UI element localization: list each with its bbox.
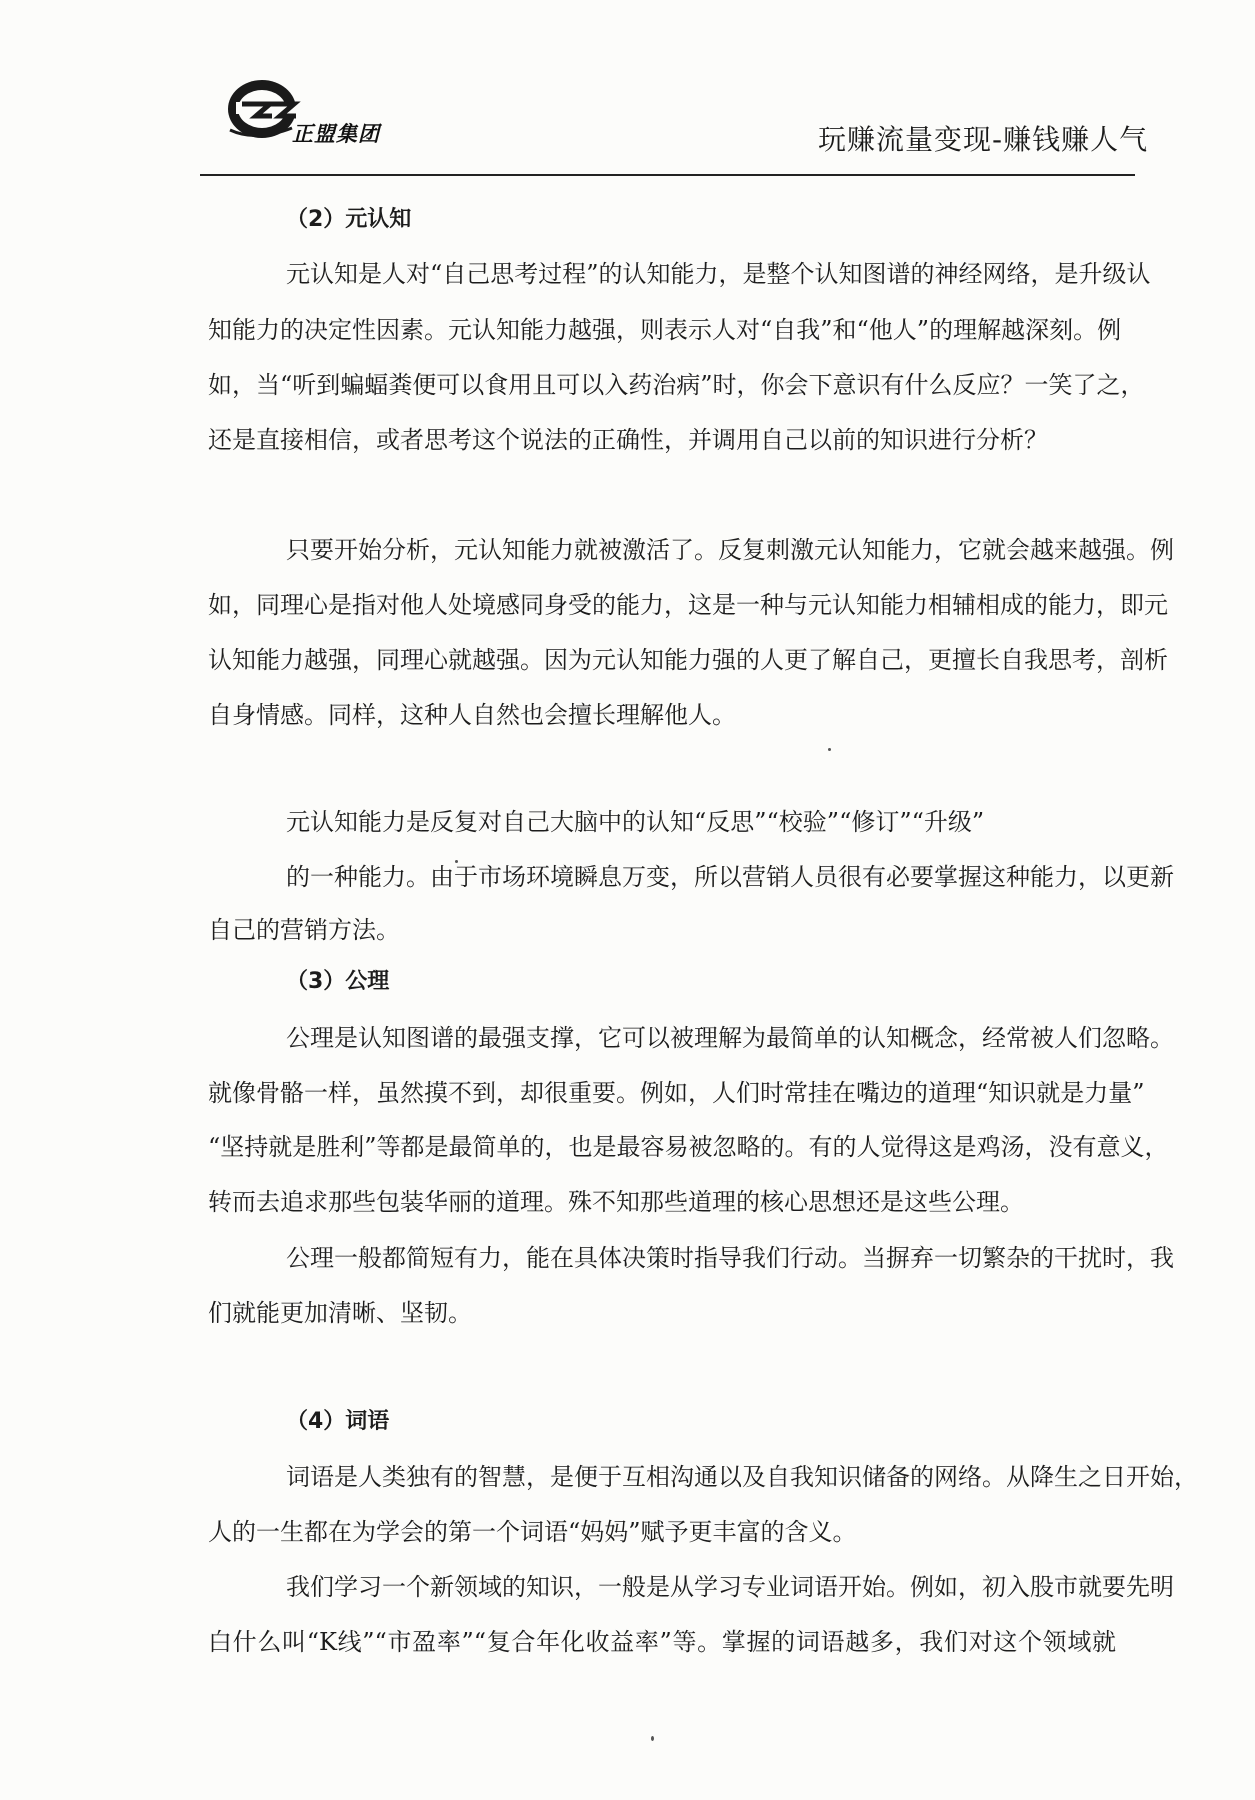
- paragraph-line: 转而去追求那些包装华丽的道理。殊不知那些道理的核心思想还是这些公理。: [208, 1188, 1024, 1216]
- paragraph-line: 自身情感。同样，这种人自然也会擅长理解他人。: [208, 701, 736, 729]
- paragraph-line: 如，当“听到蝙蝠粪便可以食用且可以入药治病”时，你会下意识有什么反应？一笑了之，: [208, 371, 1145, 399]
- paragraph-line: 如，同理心是指对他人处境感同身受的能力，这是一种与元认知能力相辅相成的能力，即元: [208, 591, 1168, 619]
- paragraph-line: 只要开始分析，元认知能力就被激活了。反复刺激元认知能力，它就会越来越强。例: [286, 536, 1174, 564]
- section-heading: （2）元认知: [286, 207, 412, 232]
- paragraph-line: 白什么叫“K线”“市盈率”“复合年化收益率”等。掌握的词语越多，我们对这个领域就: [208, 1628, 1116, 1656]
- paragraph-line: 公理是认知图谱的最强支撑，它可以被理解为最简单的认知概念，经常被人们忽略。: [286, 1024, 1174, 1052]
- paragraph-line: 还是直接相信，或者思考这个说法的正确性，并调用自己以前的知识进行分析？: [208, 426, 1048, 454]
- section-heading: （3）公理: [286, 969, 390, 994]
- section-heading: （4）词语: [286, 1409, 390, 1434]
- paragraph-line: “坚持就是胜利”等都是最简单的，也是最容易被忽略的。有的人觉得这是鸡汤，没有意义，: [208, 1133, 1169, 1161]
- paragraph-line: 的一种能力。由于市场环境瞬息万变，所以营销人员很有必要掌握这种能力，以更新: [286, 863, 1174, 891]
- paragraph-line: 就像骨骼一样，虽然摸不到，却很重要。例如，人们时常挂在嘴边的道理“知识就是力量”: [208, 1079, 1145, 1107]
- scan-speck: [651, 1736, 654, 1741]
- scan-speck: [455, 860, 458, 863]
- scan-speck: [828, 748, 831, 751]
- paragraph-line: 我们学习一个新领域的知识，一般是从学习专业词语开始。例如，初入股市就要先明: [286, 1573, 1174, 1601]
- paragraph-line: 知能力的决定性因素。元认知能力越强，则表示人对“自我”和“他人”的理解越深刻。例: [208, 316, 1122, 344]
- header-tagline: 玩赚流量变现-赚钱赚人气: [818, 123, 1149, 156]
- paragraph-line: 们就能更加清晰、坚韧。: [208, 1299, 472, 1327]
- paragraph-line: 词语是人类独有的智慧，是便于互相沟通以及自我知识储备的网络。从降生之日开始，: [286, 1463, 1198, 1491]
- paragraph-line: 认知能力越强，同理心就越强。因为元认知能力强的人更了解自己，更擅长自我思考，剖析: [208, 646, 1168, 674]
- paragraph-line: 公理一般都简短有力，能在具体决策时指导我们行动。当摒弃一切繁杂的干扰时，我: [286, 1244, 1174, 1272]
- paragraph-line: 元认知能力是反复对自己大脑中的认知“反思”“校验”“修订”“升级”: [286, 808, 985, 836]
- paragraph-line: 人的一生都在为学会的第一个词语“妈妈”赋予更丰富的含义。: [208, 1518, 857, 1546]
- company-logo-text: 正盟集团: [292, 122, 380, 146]
- paragraph-line: 自己的营销方法。: [208, 916, 400, 944]
- paragraph-line: 元认知是人对“自己思考过程”的认知能力，是整个认知图谱的神经网络，是升级认: [286, 260, 1151, 288]
